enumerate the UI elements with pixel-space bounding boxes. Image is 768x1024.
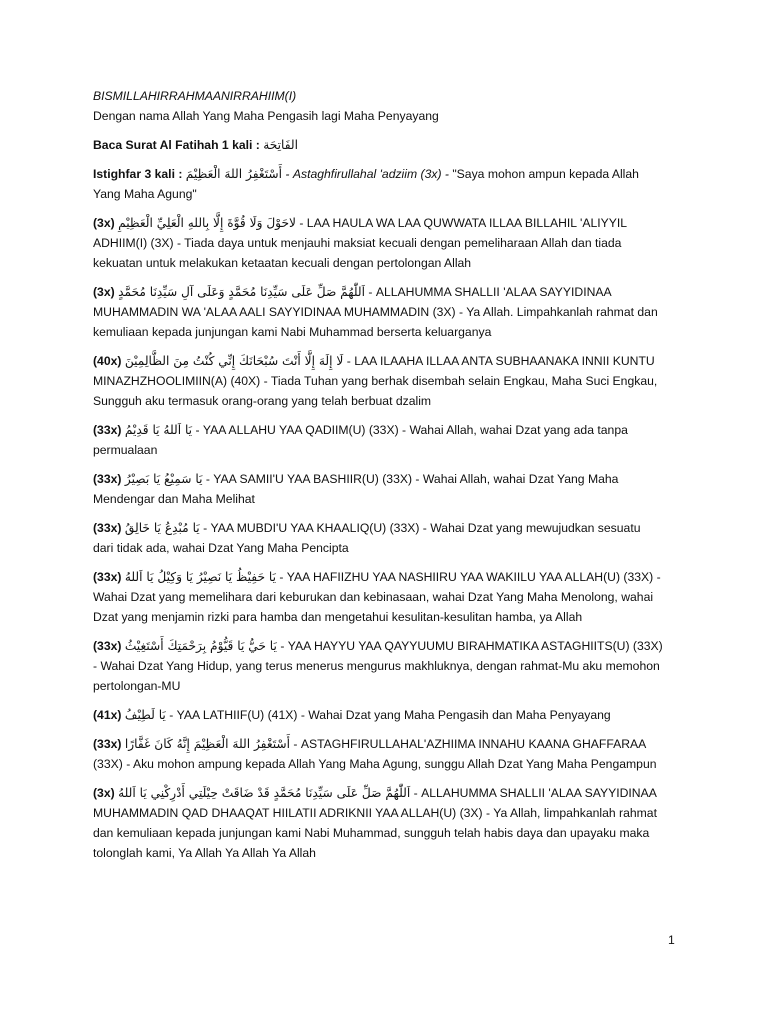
dzikir-item: [93, 734, 663, 774]
dzikir-item: [93, 469, 663, 509]
dzikir-count: (40x): [93, 354, 122, 368]
dzikir-text: - ALLAHUMMA SHALLII 'ALAA SAYYIDINAA MUHAMMADIN WA 'ALAA AALI SAYYIDINAA MUHAMMADIN (3X) - Ya Allah. Limpahkanlah rahmat dan kemuliaan kepada junjungan kami Nabi Muhammad berserta keluarganya: [93, 285, 658, 339]
dzikir-arabic: لَا إِلَهَ إِلَّا أَنْتَ سُبْحَانَكَ إِنِّي كُنْتُ مِنَ الظَّالِمِيْنَ: [124, 354, 344, 368]
dzikir-text: - ASTAGHFIRULLAHAL'AZHIIMA INNAHU KAANA GHAFFARAA (33X) - Aku mohon ampung kepada Allah Yang Maha Agung, sunggu Allah Dzat Yang Maha Pengampun: [93, 737, 657, 771]
document-body: [93, 86, 663, 872]
dzikir-count: (41x): [93, 708, 122, 722]
document-subtitle: Dengan nama Allah Yang Maha Pengasih lagi Maha Penyayang: [93, 109, 439, 123]
dzikir-item: [93, 213, 663, 273]
istighfar-line: [93, 164, 663, 204]
dzikir-text: - YAA LATHIIF(U) (41X) - Wahai Dzat yang Maha Pengasih dan Maha Penyayang: [169, 708, 611, 722]
istighfar-meaning: "Saya mohon ampun kepada Allah Yang Maha Agung": [93, 167, 639, 201]
dzikir-count: (33x): [93, 570, 122, 584]
dzikir-count: (33x): [93, 737, 122, 751]
dzikir-arabic: يَا حَيُّ يَا قَيُّوْمُ بِرَحْمَتِكَ أَسْتَغِيْثُ: [124, 639, 277, 653]
dzikir-item: [93, 518, 663, 558]
dzikir-text: - YAA ALLAHU YAA QADIIM(U) (33X) - Wahai Allah, wahai Dzat yang ada tanpa permualaan: [93, 423, 628, 457]
dzikir-arabic: يَا اَللهُ يَا قَدِيْمُ: [124, 423, 193, 437]
dzikir-text: - YAA SAMII'U YAA BASHIIR(U) (33X) - Wahai Allah, wahai Dzat Yang Maha Mendengar dan Maha Melihat: [93, 472, 619, 506]
dzikir-arabic: اَللّٰهُمَّ صَلِّ عَلَى سَيِّدِنَا مُحَمَّدٍ قَدْ ضَاقَتْ حِيْلَتِي أَدْرِكْنِي يَا اَللهُ: [118, 786, 411, 800]
dzikir-count: (33x): [93, 472, 122, 486]
dzikir-arabic: يَا لَطِيْفُ: [124, 708, 166, 722]
dzikir-item: [93, 351, 663, 411]
dzikir-item: [93, 705, 663, 725]
dzikir-arabic: اَللّٰهُمَّ صَلِّ عَلَى سَيِّدِنَا مُحَمَّدٍ وَعَلَى آلِ سَيِّدِنَا مُحَمَّدٍ: [118, 285, 366, 299]
dzikir-text: - YAA HAYYU YAA QAYYUUMU BIRAHMATIKA ASTAGHIITS(U) (33X) - Wahai Dzat Yang Hidup, yang terus menerus mengurus makhluknya, dengan rahmat-Mu aku memohon pertolongan-MU: [93, 639, 663, 693]
baca-label: Baca Surat Al Fatihah 1 kali :: [93, 138, 260, 152]
fatihah-arabic: الفَاتِحَة: [263, 138, 299, 152]
dzikir-arabic: لاحَوْلَ وَلَا قُوَّةَ إِلَّا بِاللهِ الْعَلِيِّ الْعَظِيْمِ: [118, 216, 296, 230]
dzikir-arabic: يَا سَمِيْعُ يَا بَصِيْرُ: [124, 472, 203, 486]
dzikir-arabic: أَسْتَغْفِرُ اللهَ الْعَظِيْمَ إِنَّهُ كَانَ غَفَّارًا: [124, 737, 290, 751]
dzikir-count: (3x): [93, 216, 115, 230]
dzikir-count: (33x): [93, 423, 122, 437]
istighfar-transliteration: - Astaghfirullahal 'adziim (3x) -: [285, 167, 449, 181]
dzikir-text: - YAA MUBDI'U YAA KHAALIQ(U) (33X) - Wahai Dzat yang mewujudkan sesuatu dari tidak ada, wahai Dzat Yang Maha Pencipta: [93, 521, 641, 555]
istighfar-label: Istighfar 3 kali :: [93, 167, 183, 181]
dzikir-count: (3x): [93, 285, 115, 299]
dzikir-text: - ALLAHUMMA SHALLII 'ALAA SAYYIDINAA MUHAMMADIN QAD DHAAQAT HIILATII ADRIKNII YAA ALLAH(U) (3X) - Ya Allah, limpahkanlah rahmat dan kemuliaan kepada junjungan kami Nabi Muhammad, sungguh telah habis daya dan upayaku maka tolonglah kami, Ya Allah Ya Allah Ya Allah: [93, 786, 657, 860]
dzikir-arabic: يَا حَفِيْظُ يَا نَصِيْرُ يَا وَكِيْلُ يَا اَللهُ: [124, 570, 276, 584]
istighfar-arabic: أَسْتَغْفِرُ اللهَ الْعَظِيْمَ: [185, 167, 283, 181]
dzikir-text: - LAA ILAAHA ILLAA ANTA SUBHAANAKA INNII KUNTU MINAZHZHOOLIMIIN(A) (40X) - Tiada Tuhan yang berhak disembah selain Engkau, Maha Suci Engkau, Sungguh aku termasuk orang-orang yang telah berbuat dzalim: [93, 354, 658, 408]
dzikir-count: (33x): [93, 521, 122, 535]
dzikir-count: (33x): [93, 639, 122, 653]
dzikir-item: [93, 636, 663, 696]
dzikir-item: [93, 567, 663, 627]
dzikir-arabic: يَا مُبْدِعُ يَا خَالِقُ: [124, 521, 200, 535]
dzikir-text: - YAA HAFIIZHU YAA NASHIIRU YAA WAKIILU YAA ALLAH(U) (33X) - Wahai Dzat yang memelihara dari keburukan dan kebinasaan, wahai Dzat Yang Maha Menolong, wahai Dzat yang menjamin rizki para hamba dan mengetahui kesulitan-kesulitan hamba, ya Allah: [93, 570, 661, 624]
dzikir-item: [93, 420, 663, 460]
dzikir-count: (3x): [93, 786, 115, 800]
dzikir-item: [93, 282, 663, 342]
document-title: BISMILLAHIRRAHMAANIRRAHIIM(I): [93, 89, 297, 103]
dzikir-item: [93, 783, 663, 863]
baca-fatihah-line: [93, 135, 663, 155]
dzikir-text: - LAA HAULA WA LAA QUWWATA ILLAA BILLAHIL 'ALIYYIL ADHIIM(I) (3X) - Tiada daya untuk menjauhi maksiat kecuali dengan pemeliharaan Allah dan tiada kekuatan untuk melakukan ketaatan kecuali dengan pertolongan Allah: [93, 216, 627, 270]
page-number: 1: [668, 933, 675, 947]
